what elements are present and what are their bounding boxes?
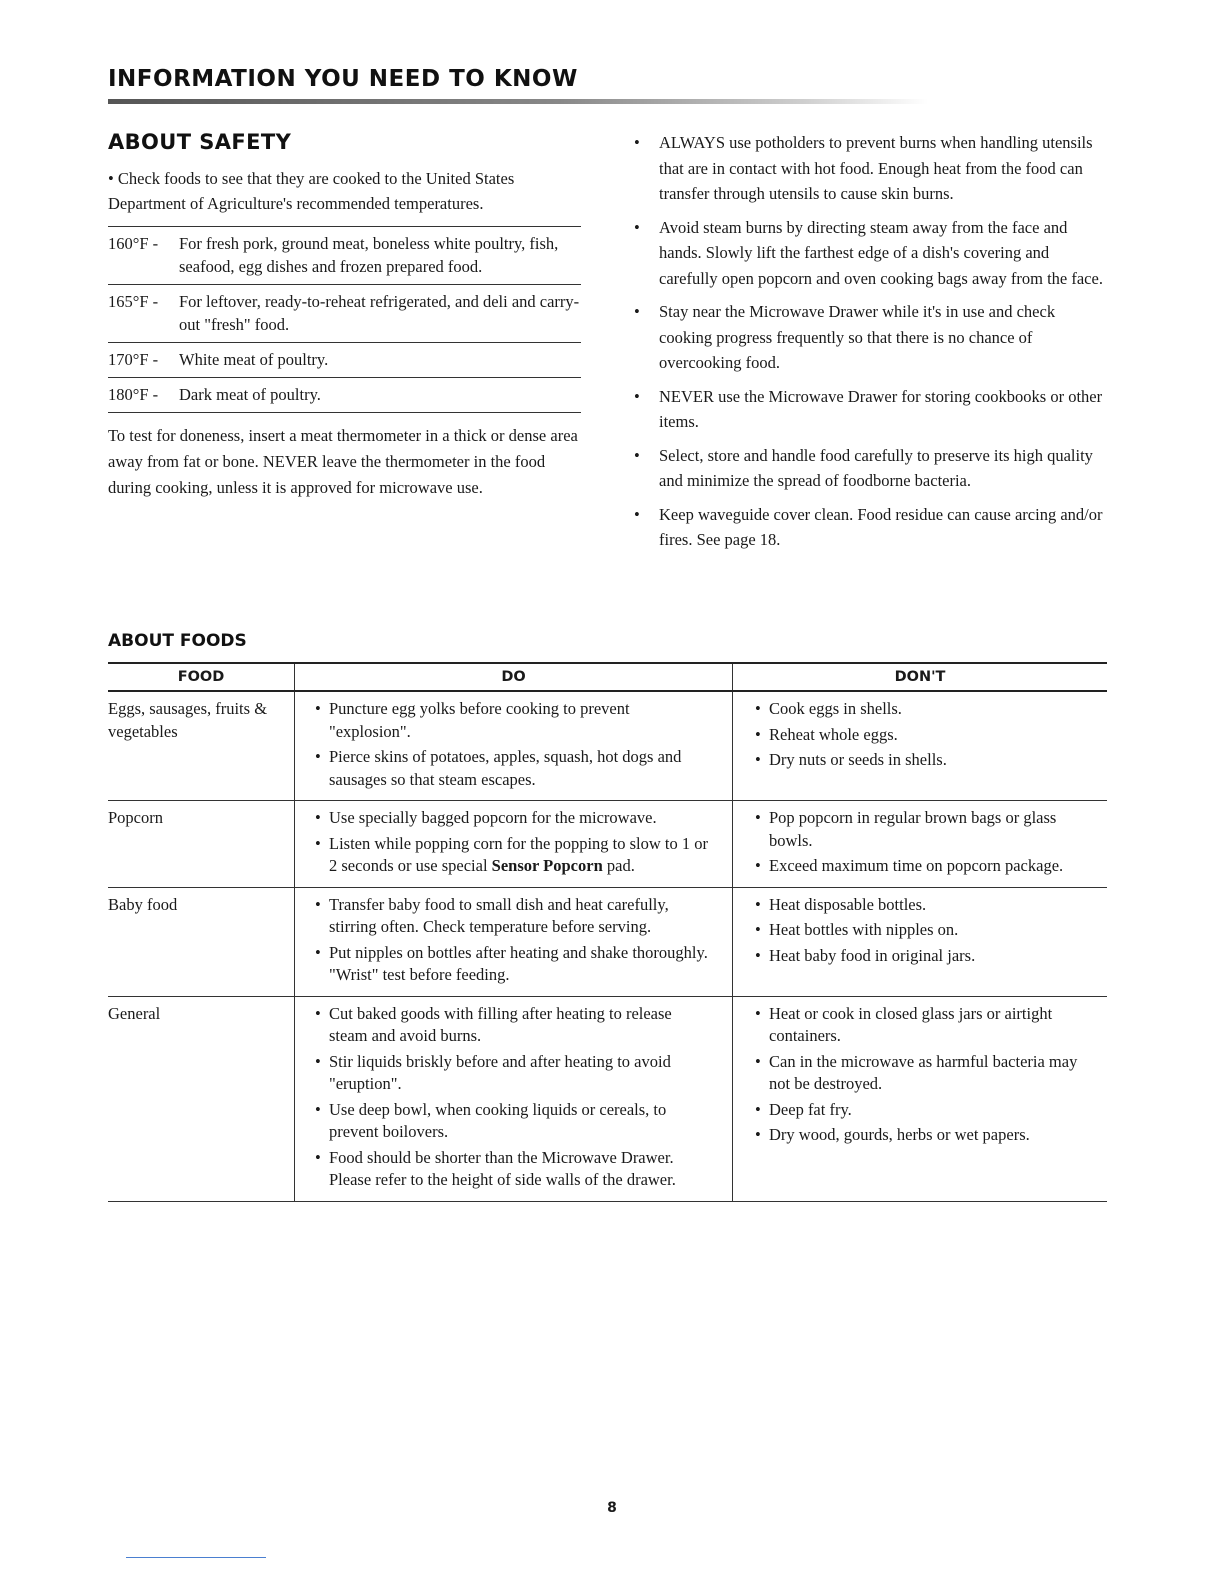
dont-text: Dry wood, gourds, herbs or wet papers. xyxy=(769,1125,1030,1144)
do-text: Food should be shorter than the Microwave Drawer. Please refer to the height of side walls of the drawer. xyxy=(329,1147,676,1189)
safety-bullet-text: Select, store and handle food carefully to preserve its high quality and minimize the spread of foodborne bacteria. xyxy=(659,445,1093,490)
temp-degree: 160°F - xyxy=(108,234,159,253)
safety-bullet-text: Stay near the Microwave Drawer while it's in use and check cooking progress frequently so that there is no chance of overcooking food. xyxy=(659,302,1056,372)
list-item xyxy=(315,746,708,791)
dont-text: Heat or cook in closed glass jars or airtight containers. xyxy=(769,1003,1053,1045)
footer-link-line xyxy=(126,1557,266,1558)
bullet-dot: • xyxy=(634,302,640,321)
bullet-dot: • xyxy=(755,1099,761,1119)
safety-bullet-text: Avoid steam burns by directing steam away from the face and hands. Slowly lift the farthest edge of a dish's covering and carefully open popcorn and oven cooking bags away from the face. xyxy=(659,217,1103,288)
dont-text: Deep fat fry. xyxy=(769,1099,852,1119)
bullet-dot: • xyxy=(634,133,640,152)
bullet-dot: • xyxy=(755,1051,761,1071)
list-item xyxy=(315,698,708,743)
dont-cell xyxy=(733,887,1108,996)
bullet-dot: • xyxy=(755,894,761,914)
safety-bullet xyxy=(630,299,1108,376)
temp-degree: 180°F - xyxy=(108,385,159,404)
dont-text: Heat bottles with nipples on. xyxy=(769,920,959,939)
bullet-dot: • xyxy=(634,504,640,524)
dont-text: Can in the microwave as harmful bacteria may not be destroyed. xyxy=(769,1051,1078,1093)
do-cell xyxy=(295,996,733,1201)
foods-header-row xyxy=(108,663,1107,691)
foods-table xyxy=(108,662,1107,1202)
list-item xyxy=(315,942,708,987)
dont-text: Pop popcorn in regular brown bags or glass bowls. xyxy=(769,808,1057,850)
list-item xyxy=(315,894,708,939)
bullet-dot: • xyxy=(315,1051,321,1071)
list-item xyxy=(755,894,1099,917)
list-item xyxy=(315,807,708,830)
bullet-dot: • xyxy=(755,945,761,965)
temp-description: White meat of poultry. xyxy=(179,350,329,369)
dont-text: Heat baby food in original jars. xyxy=(769,945,976,965)
bullet-dot: • xyxy=(315,1099,321,1119)
temp-description: For leftover, ready-to-reheat refrigerated, and deli and carry-out "fresh" food. xyxy=(179,292,580,334)
do-text: Transfer baby food to small dish and heat carefully, stirring often. Check temperature before serving. xyxy=(329,894,669,936)
table-row xyxy=(108,801,1107,888)
list-item xyxy=(755,749,1099,772)
bullet-dot: • xyxy=(755,750,761,769)
list-item xyxy=(755,1124,1099,1147)
safety-bullet xyxy=(630,502,1108,553)
list-item xyxy=(755,698,1099,721)
column-header-food: FOOD xyxy=(108,663,295,691)
temp-description: For fresh pork, ground meat, boneless white poultry, fish, seafood, egg dishes and frozen prepared food. xyxy=(179,234,559,276)
safety-bullet-text: ALWAYS use potholders to prevent burns when handling utensils that are in contact with hot food. Enough heat from the food can transfer through utensils to cause skin burns. xyxy=(659,133,1093,203)
food-cell: Eggs, sausages, fruits & vegetables xyxy=(108,691,295,801)
bullet-dot: • xyxy=(315,808,321,827)
bullet-dot: • xyxy=(315,699,321,718)
do-cell xyxy=(295,801,733,888)
temp-degree: 165°F - xyxy=(108,292,159,311)
list-item xyxy=(315,1051,708,1096)
dont-text: Exceed maximum time on popcorn package. xyxy=(769,856,1064,875)
food-cell: Popcorn xyxy=(108,801,295,888)
food-cell: General xyxy=(108,996,295,1201)
do-text: Stir liquids briskly before and after heating to avoid "eruption". xyxy=(329,1051,671,1093)
do-text: Pierce skins of potatoes, apples, squash, hot dogs and sausages so that steam escapes. xyxy=(329,747,682,789)
bullet-dot: • xyxy=(755,1003,761,1023)
page-title: INFORMATION YOU NEED TO KNOW xyxy=(108,66,578,92)
temperature-table xyxy=(108,226,581,413)
bullet-dot: • xyxy=(315,1003,321,1023)
column-header-do: DO xyxy=(295,663,733,691)
safety-left-column xyxy=(108,166,581,501)
foods-heading: ABOUT FOODS xyxy=(108,631,247,651)
food-cell: Baby food xyxy=(108,887,295,996)
list-item xyxy=(755,919,1099,942)
bullet-dot: • xyxy=(315,833,321,853)
dont-text: Dry nuts or seeds in shells. xyxy=(769,750,947,769)
table-row xyxy=(108,887,1107,996)
temp-row xyxy=(108,285,581,343)
do-text: Put nipples on bottles after heating and shake thoroughly. "Wrist" test before feeding. xyxy=(329,942,708,984)
temp-row xyxy=(108,227,581,285)
list-item xyxy=(755,1003,1099,1048)
list-item xyxy=(755,945,1099,968)
list-item xyxy=(755,807,1099,852)
safety-bullet-text: NEVER use the Microwave Drawer for storing cookbooks or other items. xyxy=(659,386,1103,431)
bullet-dot: • xyxy=(315,942,321,962)
safety-bullet xyxy=(630,130,1108,207)
table-row xyxy=(108,996,1107,1201)
do-text: Cut baked goods with filling after heating to release steam and avoid burns. xyxy=(329,1003,672,1045)
list-item xyxy=(755,1051,1099,1096)
dont-text: Heat disposable bottles. xyxy=(769,894,927,914)
do-cell xyxy=(295,691,733,801)
do-text: Listen while popping corn for the popping to slow to 1 or 2 seconds or use special xyxy=(329,833,708,875)
bullet-dot: • xyxy=(755,920,761,939)
do-text: Puncture egg yolks before cooking to prevent "explosion". xyxy=(329,699,630,741)
safety-bullet xyxy=(630,215,1108,292)
table-row xyxy=(108,691,1107,801)
dont-cell xyxy=(733,801,1108,888)
list-item xyxy=(315,1147,708,1192)
list-item xyxy=(315,1099,708,1144)
dont-cell xyxy=(733,691,1108,801)
bullet-dot: • xyxy=(755,724,761,744)
bullet-dot: • xyxy=(315,894,321,914)
safety-bullet xyxy=(630,443,1108,494)
temp-row xyxy=(108,343,581,378)
do-text: Use deep bowl, when cooking liquids or cereals, to prevent boilovers. xyxy=(329,1099,667,1141)
safety-heading: ABOUT SAFETY xyxy=(108,130,292,154)
list-item xyxy=(315,1003,708,1048)
page-number: 8 xyxy=(607,1500,617,1516)
safety-bullet-text: Keep waveguide cover clean. Food residue can cause arcing and/or fires. See page 18. xyxy=(659,504,1103,549)
bullet-dot: • xyxy=(634,386,640,406)
bullet-dot: • xyxy=(634,445,640,465)
bullet-dot: • xyxy=(755,699,761,718)
bullet-dot: • xyxy=(755,1125,761,1144)
temp-row xyxy=(108,378,581,413)
temp-description: Dark meat of poultry. xyxy=(179,385,321,404)
doneness-paragraph: To test for doneness, insert a meat thermometer in a thick or dense area away from fat or bone. NEVER leave the thermometer in the food during cooking, unless it is approved for microwave use. xyxy=(108,426,578,497)
safety-bullet xyxy=(630,384,1108,435)
list-item xyxy=(755,724,1099,747)
bullet-dot: • xyxy=(755,856,761,875)
bullet-dot: • xyxy=(755,808,761,827)
dont-cell xyxy=(733,996,1108,1201)
title-rule xyxy=(108,99,928,104)
temp-degree: 170°F - xyxy=(108,350,159,369)
do-text: Use specially bagged popcorn for the microwave. xyxy=(329,808,657,827)
bullet-dot: • xyxy=(315,747,321,766)
do-cell xyxy=(295,887,733,996)
safety-intro: • Check foods to see that they are cooked to the United States Department of Agriculture's recommended temperatures. xyxy=(108,169,515,213)
column-header-dont: DON'T xyxy=(733,663,1108,691)
sensor-popcorn-label: Sensor Popcorn xyxy=(491,856,603,875)
list-item xyxy=(755,1099,1099,1122)
list-item xyxy=(315,833,708,878)
list-item xyxy=(755,855,1099,878)
dont-text: Cook eggs in shells. xyxy=(769,699,902,718)
dont-text: Reheat whole eggs. xyxy=(769,724,898,744)
bullet-dot: • xyxy=(315,1147,321,1167)
safety-bullet-list xyxy=(630,130,1108,561)
do-text-suffix: pad. xyxy=(602,856,635,875)
bullet-dot: • xyxy=(634,217,640,237)
